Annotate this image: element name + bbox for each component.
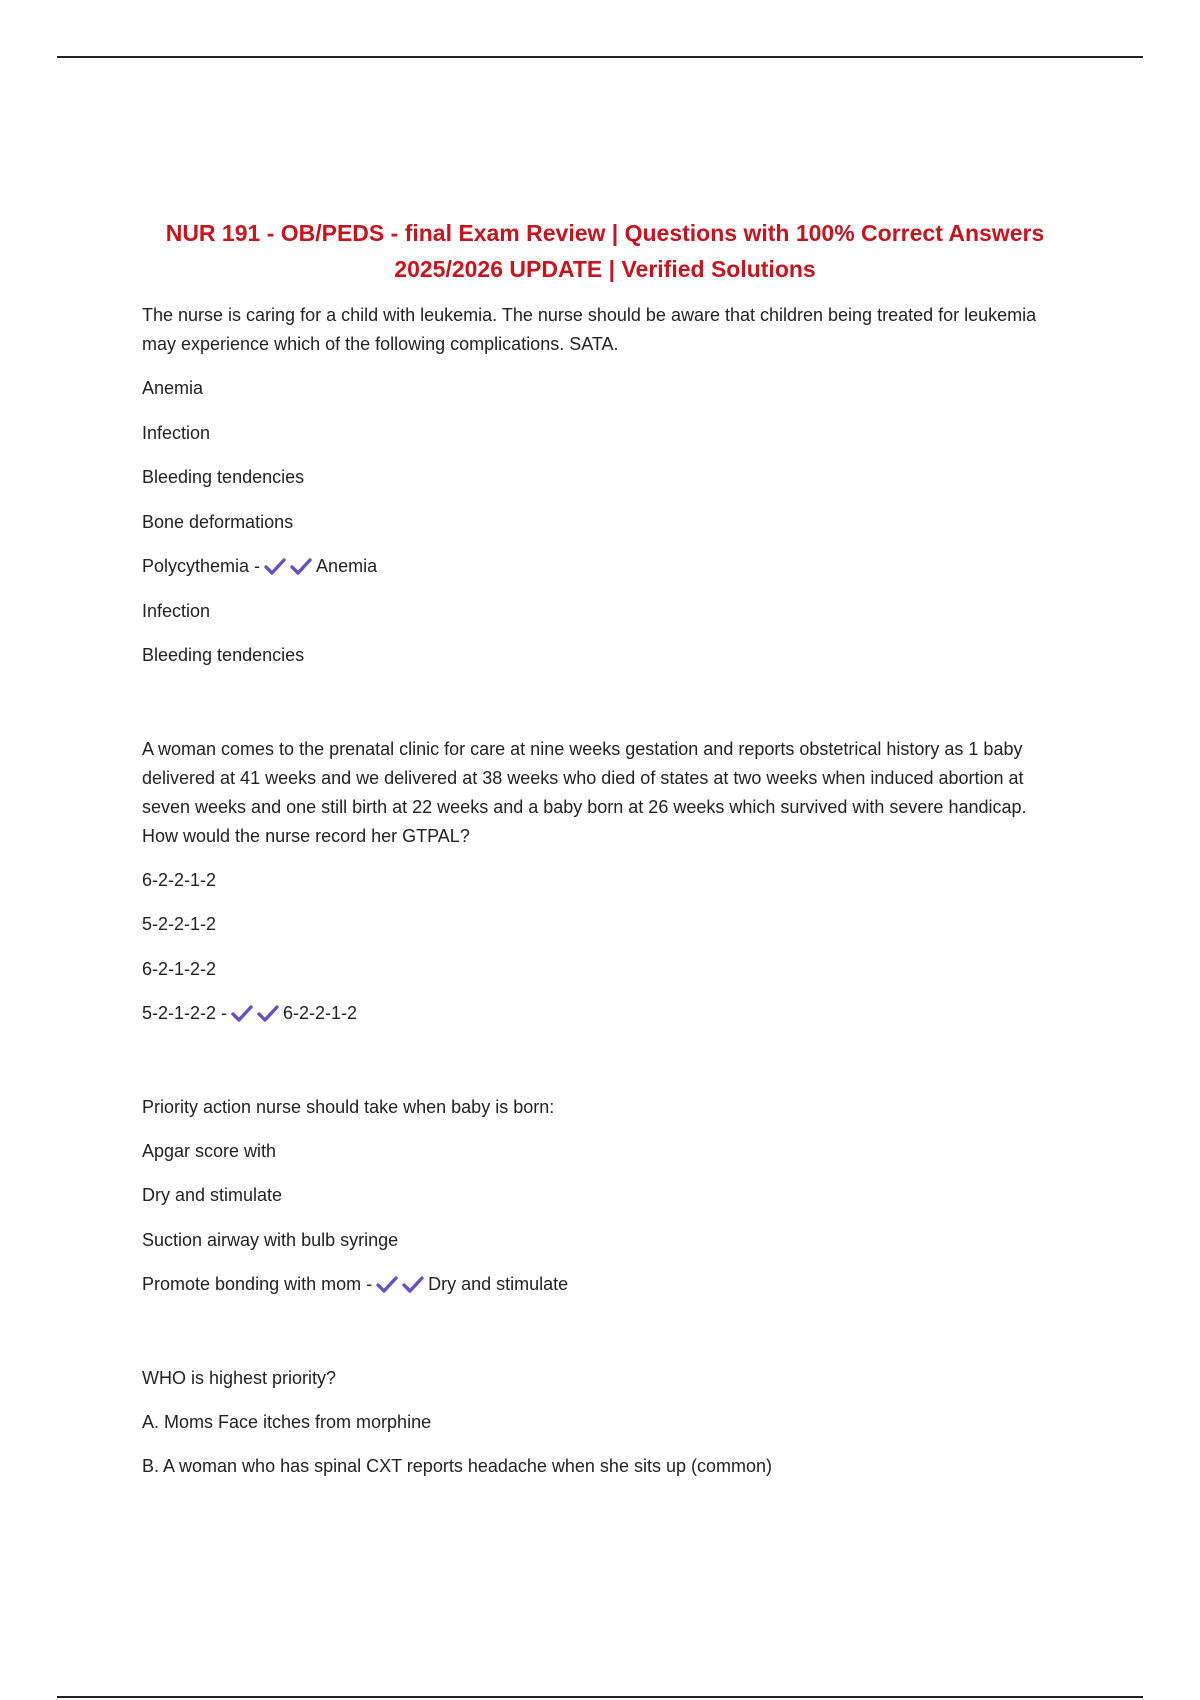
option-text: 5-2-1-2-2 - bbox=[142, 1003, 228, 1023]
option: Infection bbox=[142, 422, 211, 443]
question-block bbox=[142, 735, 1062, 1043]
answer-text: Dry and stimulate bbox=[428, 1274, 569, 1294]
option: Bone deformations bbox=[142, 511, 294, 532]
page-title: NUR 191 - OB/PEDS - final Exam Review | Questions with 100% Correct Answers 2025/2026 UPDATE | Verified Solutions bbox=[165, 220, 1045, 282]
question-block bbox=[142, 1364, 1062, 1496]
checkmark-icon bbox=[376, 1274, 398, 1294]
option: Anemia bbox=[142, 378, 204, 398]
option: 6-2-1-2-2 bbox=[142, 958, 217, 979]
question-text: A woman comes to the prenatal clinic for care at nine weeks gestation and reports obstetrical history as 1 baby delivered at 41 weeks and we delivered at 38 weeks who died of states at two weeks when induced abortion at seven weeks and one still birth at 22 weeks and a baby born at 26 weeks which survived with severe handicap. How would the nurse record her GTPAL? bbox=[142, 738, 1027, 846]
document-body bbox=[142, 301, 1062, 1546]
option: 6-2-2-1-2 bbox=[142, 869, 217, 890]
answer-line: Infection bbox=[142, 600, 211, 621]
top-rule bbox=[57, 56, 1143, 58]
question-block bbox=[142, 301, 1062, 685]
question-block bbox=[142, 1093, 1062, 1314]
checkmark-icon bbox=[264, 556, 286, 576]
option-with-answer bbox=[142, 551, 1062, 596]
option: Dry and stimulate bbox=[142, 1185, 283, 1205]
question-text: The nurse is caring for a child with leukemia. The nurse should be aware that children being treated for leukemia may experience which of the following complications. SATA. bbox=[142, 305, 1037, 354]
checkmark-icon bbox=[231, 1003, 253, 1023]
option: Apgar score with bbox=[142, 1140, 277, 1161]
checkmark-icon bbox=[257, 1003, 279, 1023]
option-text: Polycythemia - bbox=[142, 556, 261, 576]
answer-text: 6-2-2-1-2 bbox=[283, 1003, 358, 1023]
checkmark-icon bbox=[402, 1274, 424, 1294]
option: B. A woman who has spinal CXT reports headache when she sits up (common) bbox=[142, 1456, 772, 1476]
answer-text: Anemia bbox=[316, 556, 378, 576]
bottom-rule bbox=[57, 1696, 1143, 1698]
checkmark-icon bbox=[290, 556, 312, 576]
question-text: Priority action nurse should take when baby is born: bbox=[142, 1096, 555, 1117]
option: A. Moms Face itches from morphine bbox=[142, 1411, 432, 1432]
question-text: WHO is highest priority? bbox=[142, 1367, 337, 1388]
option-with-answer bbox=[142, 1269, 1062, 1314]
option-text: Promote bonding with mom - bbox=[142, 1274, 373, 1294]
answer-line: Bleeding tendencies bbox=[142, 645, 305, 665]
option: 5-2-2-1-2 bbox=[142, 914, 217, 934]
option: Suction airway with bulb syringe bbox=[142, 1229, 399, 1250]
option-with-answer bbox=[142, 998, 1062, 1043]
option: Bleeding tendencies bbox=[142, 467, 305, 487]
